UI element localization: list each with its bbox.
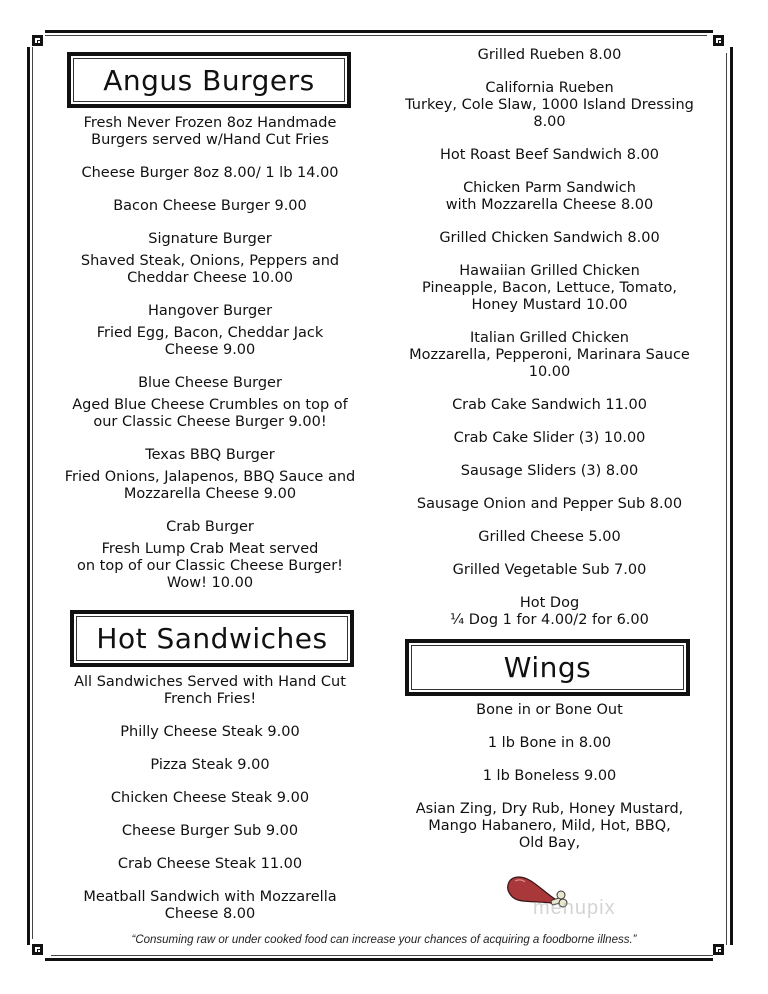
menu-item-hangover-burger: Hangover Burger Fried Egg, Bacon, Cheddar Jack Cheese 9.00 [50,303,370,359]
item-name: Texas BBQ Burger [145,447,275,463]
section-title: Angus Burgers [103,63,315,97]
menu-item-bacon-cheese-burger: Bacon Cheese Burger 9.00 [113,198,307,214]
menu-item-grilled-chicken-sandwich: Grilled Chicken Sandwich 8.00 [439,230,660,246]
watermark: menupix [533,897,616,919]
menu-item-philly-cheese-steak: Philly Cheese Steak 9.00 [120,724,300,740]
menu-item-chicken-parm-sandwich: Chicken Parm Sandwich with Mozzarella Cheese 8.00 [445,180,654,213]
menu-item-crab-cheese-steak: Crab Cheese Steak 11.00 [117,856,303,872]
item-name: Crab Burger [166,519,254,535]
frame-top-inner-line [45,35,707,36]
section-title: Wings [503,651,592,684]
frame-left-line [27,47,30,945]
wing-sauce-flavors: Asian Zing, Dry Rub, Honey Mustard, Mango Habanero, Mild, Hot, BBQ, Old Bay, [415,801,684,851]
section-intro: All Sandwiches Served with Hand Cut French Fries! [74,674,346,707]
menu-item-signature-burger: Signature Burger Shaved Steak, Onions, Peppers and Cheddar Cheese 10.00 [50,231,370,287]
frame-right-inner-line [726,53,727,945]
frame-bottom-line [45,958,713,961]
menu-item-texas-bbq-burger: Texas BBQ Burger Fried Onions, Jalapenos, BBQ Sauce and Mozzarella Cheese 9.00 [50,447,370,503]
section-header-hot-sandwiches [70,610,354,667]
section-intro: Fresh Never Frozen 8oz Handmade Burgers served w/Hand Cut Fries [83,115,337,148]
item-name: Blue Cheese Burger [138,375,282,391]
menu-item-sausage-sliders: Sausage Sliders (3) 8.00 [460,463,639,479]
left-column [50,52,370,923]
menu-item-crab-burger: Crab Burger Fresh Lump Crab Meat served on top of our Classic Cheese Burger! Wow! 10.00 [50,519,370,592]
menu-item-hot-roast-beef-sandwich: Hot Roast Beef Sandwich 8.00 [439,147,660,163]
section-header-angus-burgers [67,52,351,108]
item-name: Signature Burger [148,231,272,247]
frame-left-inner-line [32,47,33,939]
frame-bottom-inner-line [51,955,713,956]
menu-item-crab-cake-slider: Crab Cake Slider (3) 10.00 [453,430,646,446]
item-name: Hangover Burger [147,303,273,319]
food-safety-disclaimer: “Consuming raw or under cooked food can increase your chances of acquiring a foodborne illness.” [131,934,637,946]
menu-item-grilled-cheese: Grilled Cheese 5.00 [478,529,621,545]
menu-item-hot-dog: Hot Dog ¼ Dog 1 for 4.00/2 for 6.00 [450,595,649,628]
menu-item-chicken-cheese-steak: Chicken Cheese Steak 9.00 [110,790,310,806]
frame-right-line [730,47,733,945]
menu-item-sausage-onion-pepper-sub: Sausage Onion and Pepper Sub 8.00 [416,496,683,512]
menu-item-boneless-wings: 1 lb Boneless 9.00 [482,768,617,784]
menu-item-grilled-rueben: Grilled Rueben 8.00 [477,47,622,63]
menu-item-bone-in-wings: 1 lb Bone in 8.00 [487,735,612,751]
section-header-wings [405,639,690,696]
menu-item-italian-grilled-chicken: Italian Grilled Chicken Mozzarella, Pepperoni, Marinara Sauce 10.00 [409,330,690,380]
menu-item-hawaiian-grilled-chicken: Hawaiian Grilled Chicken Pineapple, Bacon, Lettuce, Tomato, Honey Mustard 10.00 [422,263,677,313]
menu-item-meatball-sandwich: Meatball Sandwich with Mozzarella Cheese 8.00 [83,889,337,922]
frame-corner-ornament-top-right [713,35,724,46]
menu-item-cheese-burger: Cheese Burger 8oz 8.00/ 1 lb 14.00 [81,165,339,181]
menu-item-crab-cake-sandwich: Crab Cake Sandwich 11.00 [452,397,647,413]
menu-item-bone-in-or-out: Bone in or Bone Out [476,702,623,718]
menu-item-california-rueben: California Rueben Turkey, Cole Slaw, 1000 Island Dressing 8.00 [405,80,694,130]
frame-top-line [45,30,713,33]
section-title: Hot Sandwiches [96,622,328,655]
menu-item-cheese-burger-sub: Cheese Burger Sub 9.00 [121,823,299,839]
menu-item-pizza-steak: Pizza Steak 9.00 [150,757,270,773]
right-column [397,47,702,852]
menu-item-grilled-vegetable-sub: Grilled Vegetable Sub 7.00 [452,562,647,578]
frame-corner-ornament-top-left [32,35,43,46]
menu-item-blue-cheese-burger: Blue Cheese Burger Aged Blue Cheese Crumbles on top of our Classic Cheese Burger 9.00! [50,375,370,431]
